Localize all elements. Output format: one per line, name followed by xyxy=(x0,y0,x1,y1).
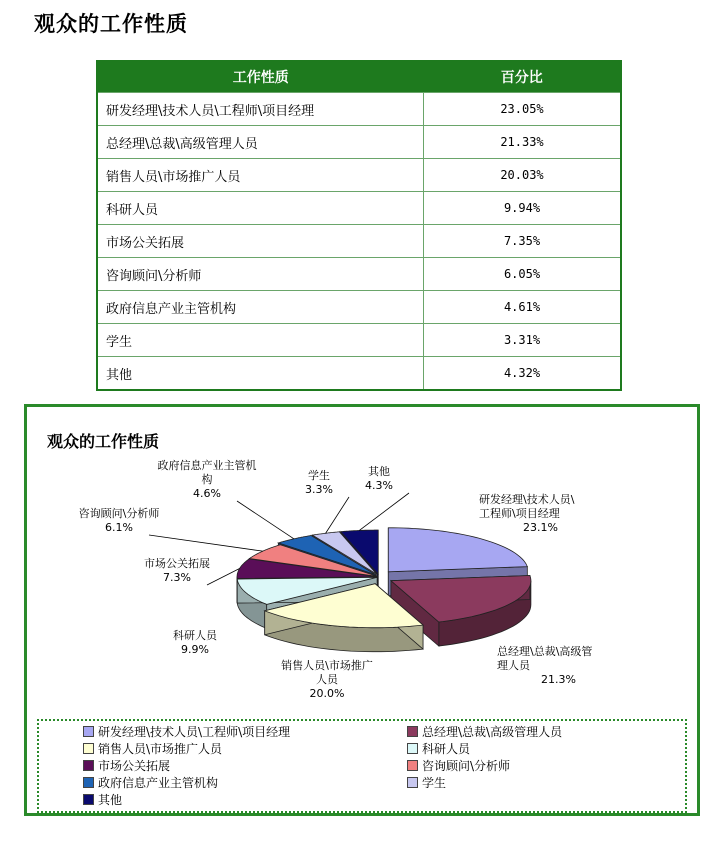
job-type-cell: 研发经理\技术人员\工程师\项目经理 xyxy=(97,93,424,126)
legend-swatch xyxy=(83,794,94,805)
legend-swatch xyxy=(407,726,418,737)
column-header-percentage: 百分比 xyxy=(424,61,622,93)
percentage-cell: 9.94% xyxy=(424,192,622,225)
leader-line xyxy=(237,501,294,539)
legend-item xyxy=(83,793,122,807)
table-row xyxy=(97,126,621,159)
slice-data-label: 研发经理\技术人员\工程师\项目经理 23.1% xyxy=(479,493,575,534)
legend-swatch xyxy=(83,726,94,737)
legend-label: 政府信息产业主管机构 xyxy=(98,776,219,790)
percentage-cell: 3.31% xyxy=(424,324,622,357)
slice-data-label: 总经理\总裁\高级管理人员21.3% xyxy=(497,645,593,686)
legend-label: 咨询顾问\分析师 xyxy=(422,759,511,773)
slice-data-label: 咨询顾问\分析师 6.1% xyxy=(78,507,160,534)
legend-item xyxy=(83,776,218,790)
legend-item xyxy=(407,759,510,773)
legend-label: 市场公关拓展 xyxy=(98,759,171,773)
job-type-cell: 销售人员\市场推广人员 xyxy=(97,159,424,192)
legend-item xyxy=(83,742,222,756)
table-header-row xyxy=(97,61,621,93)
job-type-cell: 其他 xyxy=(97,357,424,391)
pie-slice xyxy=(388,528,527,572)
legend-item xyxy=(83,725,290,739)
column-header-job-type: 工作性质 xyxy=(97,61,424,93)
slice-data-label: 销售人员\市场推广人员 20.0% xyxy=(281,659,373,700)
table-row xyxy=(97,159,621,192)
table-row xyxy=(97,93,621,126)
legend-label: 研发经理\技术人员\工程师\项目经理 xyxy=(98,725,291,739)
slice-data-label: 市场公关拓展 7.3% xyxy=(144,557,210,584)
job-type-cell: 总经理\总裁\高级管理人员 xyxy=(97,126,424,159)
job-type-cell: 市场公关拓展 xyxy=(97,225,424,258)
legend-item xyxy=(407,725,562,739)
legend-swatch xyxy=(407,743,418,754)
slice-data-label: 学生 3.3% xyxy=(305,469,333,496)
table-row xyxy=(97,258,621,291)
legend-item xyxy=(407,776,446,790)
table-row xyxy=(97,324,621,357)
slice-data-label: 科研人员 9.9% xyxy=(173,629,217,656)
legend-label: 学生 xyxy=(422,776,447,790)
table-row xyxy=(97,291,621,324)
legend-item xyxy=(83,759,170,773)
legend-swatch xyxy=(407,760,418,771)
job-type-cell: 学生 xyxy=(97,324,424,357)
job-type-cell: 政府信息产业主管机构 xyxy=(97,291,424,324)
table-row xyxy=(97,192,621,225)
legend-item xyxy=(407,742,470,756)
table-row xyxy=(97,225,621,258)
slice-data-label: 其他 4.3% xyxy=(365,465,393,492)
percentage-cell: 7.35% xyxy=(424,225,622,258)
slice-data-label: 政府信息产业主管机构 4.6% xyxy=(157,459,257,500)
percentage-cell: 4.61% xyxy=(424,291,622,324)
legend-swatch xyxy=(83,760,94,771)
legend-label: 科研人员 xyxy=(422,742,471,756)
percentage-cell: 23.05% xyxy=(424,93,622,126)
chart-title: 观众的工作性质 xyxy=(47,432,160,451)
job-type-cell: 科研人员 xyxy=(97,192,424,225)
percentage-cell: 6.05% xyxy=(424,258,622,291)
leader-line xyxy=(207,568,240,585)
percentage-cell: 21.33% xyxy=(424,126,622,159)
legend-label: 总经理\总裁\高级管理人员 xyxy=(422,725,563,739)
leader-line xyxy=(149,535,263,551)
legend-label: 销售人员\市场推广人员 xyxy=(98,742,223,756)
pie-chart xyxy=(27,407,697,719)
chart-legend xyxy=(37,719,687,813)
legend-swatch xyxy=(83,777,94,788)
legend-label: 其他 xyxy=(98,793,123,807)
leader-line xyxy=(326,497,349,533)
page-title: 观众的工作性质 xyxy=(34,12,188,36)
job-type-cell: 咨询顾问\分析师 xyxy=(97,258,424,291)
pie-chart-panel xyxy=(24,404,700,816)
percentage-cell: 20.03% xyxy=(424,159,622,192)
job-type-table xyxy=(96,60,622,391)
legend-swatch xyxy=(407,777,418,788)
leader-line xyxy=(359,493,409,530)
table-row xyxy=(97,357,621,391)
percentage-cell: 4.32% xyxy=(424,357,622,391)
legend-swatch xyxy=(83,743,94,754)
